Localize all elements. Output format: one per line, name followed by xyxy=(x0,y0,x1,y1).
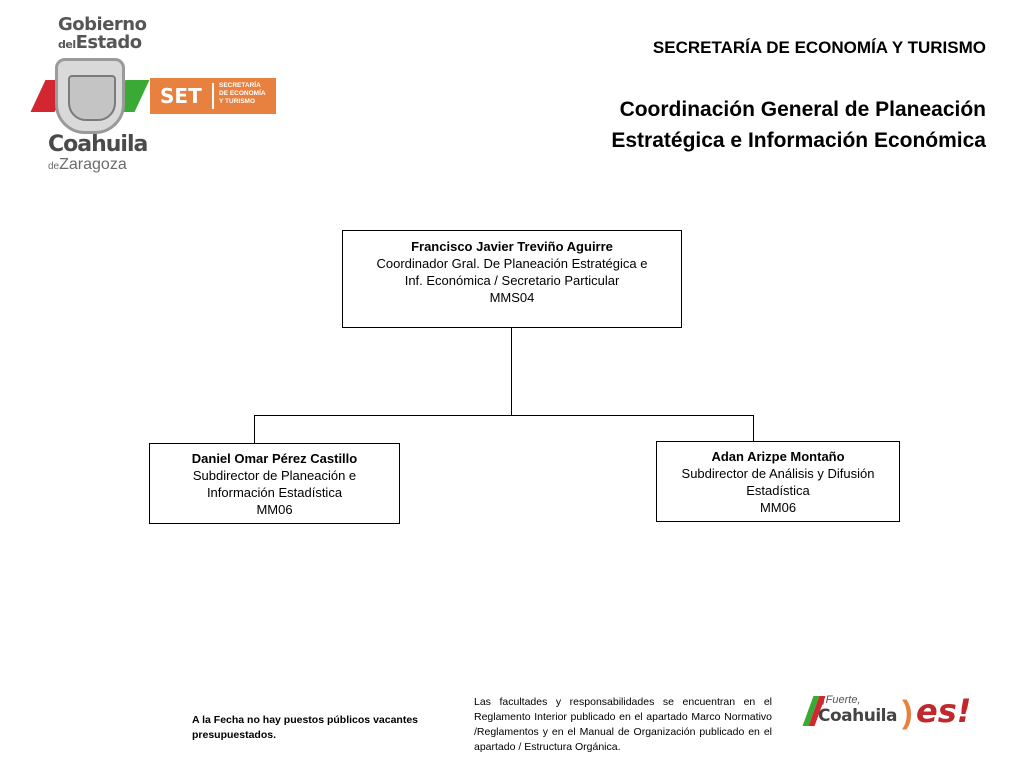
set-subtitle xyxy=(219,82,266,106)
logo-city: Zaragoza xyxy=(59,156,127,173)
connector-vertical-top xyxy=(511,327,512,415)
vacancies-line2: presupuestados. xyxy=(192,729,277,741)
logo-estado: Estado xyxy=(75,32,142,53)
org-node-subdirector-analisis xyxy=(656,441,900,522)
logo-de: de xyxy=(48,161,60,172)
logo-city-name xyxy=(48,156,127,174)
vacancies-line1: A la Fecha no hay puestos públicos vacantes xyxy=(192,714,419,726)
node-position: Subdirector de Planeación e xyxy=(192,468,357,483)
set-separator xyxy=(212,83,214,109)
slogan-parenthesis-icon: ) xyxy=(902,694,913,730)
logo-state-name: Coahuila xyxy=(48,132,148,157)
logo-line1: Gobierno xyxy=(58,14,147,35)
government-logo xyxy=(30,14,280,179)
coat-of-arms-icon xyxy=(55,58,125,134)
node-position: Inf. Económica / Secretario Particular xyxy=(404,273,620,288)
node-code: MMS04 xyxy=(489,290,535,305)
node-position: Estadística xyxy=(746,483,810,498)
page-title-line1: Coordinación General de Planeación xyxy=(619,98,986,121)
connector-left xyxy=(254,415,255,443)
slogan-small: ¡Fuerte, xyxy=(822,694,861,706)
responsibilities-note: Las facultades y responsabilidades se encuentran en el Reglamento Interior publicado en el apartado Marco Normativo /Reglamentos y en el Manual de Organización publicado en el apartado / Estructura Orgánica. xyxy=(474,696,772,753)
secretariat-title: SECRETARÍA DE ECONOMÍA Y TURISMO xyxy=(652,38,986,57)
slogan-es: es! xyxy=(916,692,972,730)
page-title-line2: Estratégica e Información Económica xyxy=(611,129,986,152)
set-sub-line: Y TURISMO xyxy=(219,98,255,105)
slogan-big: Coahuila xyxy=(818,706,897,726)
logo-del: del xyxy=(58,38,76,51)
node-position: Coordinador Gral. De Planeación Estratégica e xyxy=(376,256,648,271)
gobierno-estado-wordmark xyxy=(58,16,146,54)
node-name: Adan Arizpe Montaño xyxy=(711,449,845,464)
set-sub-line: SECRETARÍA xyxy=(219,82,261,89)
set-label: SET xyxy=(160,84,202,108)
node-code: MM06 xyxy=(256,502,293,517)
vacancies-note xyxy=(192,713,432,743)
node-code: MM06 xyxy=(759,500,797,515)
node-position: Información Estadística xyxy=(206,485,343,500)
connector-horizontal xyxy=(254,415,754,416)
connector-right xyxy=(753,415,754,442)
org-node-coordinator xyxy=(342,230,682,328)
fuerte-coahuila-logo xyxy=(800,692,980,740)
set-sub-line: DE ECONOMÍA xyxy=(219,90,266,97)
page-title xyxy=(566,94,986,156)
node-position: Subdirector de Análisis y Difusión xyxy=(681,466,875,481)
node-name: Daniel Omar Pérez Castillo xyxy=(191,451,358,466)
set-badge xyxy=(150,78,276,114)
node-name: Francisco Javier Treviño Aguirre xyxy=(411,239,613,254)
org-node-subdirector-planeacion xyxy=(149,443,400,524)
